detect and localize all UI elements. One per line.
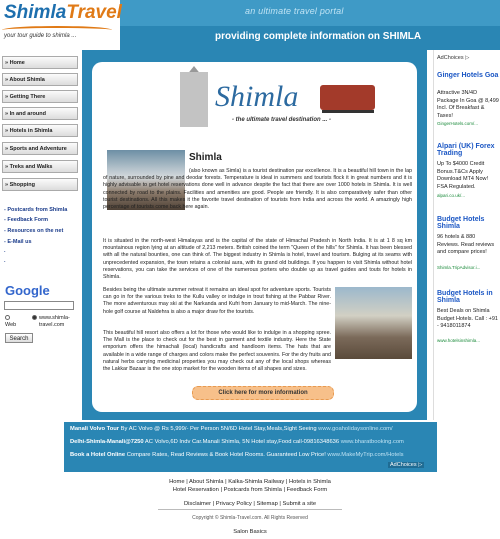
ad-url-budget-shimla[interactable]: Shimla.TripAdvisor.i... [437,265,481,270]
footer-links-1[interactable]: Home | About Shimla | Kalka-Shimla Railway | Hotels in Shimla [169,479,331,485]
header-tagline-main: providing complete information on SHIMLA [215,31,422,42]
bottom-ad-title[interactable]: Delhi-Shimla-Manali@7250 [70,439,144,445]
intro-paragraph: (also known as Simla) is a tourist destination par excellence. It is a beautiful hill town in the lap of nature, surrounded by pine and deodar forests. Temperature is ideal in summers and tourists flock it in great numbers and it is highly advisable to get hotel reservations done well in advance despite the fact that there are over 1000 hotels in Shimla. It is well connected by road to the plains. Facilities and amenities are good. People are friendly. It is also comparatively safer than other tourist destinations. All this makes it the favorite travel destination of tourists from India and across the world. A amazingly high percentage of tourists come back here again. [103,168,412,211]
shopping-paragraph: This beautiful hill resort also offers a lot for those who would like to indulge in a shopping spree. The Mall is the place to check out for the best in garment and textile industry. Here the State emporium offers the himachali (local) handicrafts and handloom items. The hats that are available in a wide range of charges and colors make the perfect souvenirs. For the dry fruits and natural herbs carrying medicinal properties you may check out any of the local shops whereas the Lakkar Bazaar is the one stop market for the wooden items of all shapes and sizes. [103,330,331,373]
geography-paragraph: It is situated in the north-west Himalayas and is the capital of the state of Himachal Pradesh in North India. It is at 1 8 sq km mountainous region lying at an altitude of 2,213 meters. British coined the term "Queen of the hills" for Shimla. It has been blessed with all the natural bounties, one can think of. The biggest industry in Shimla is hotel, travel and tourism. Bulging at its seams with unprecedented expansion, the town retains a colonial aura, with its grand old buildings. If you happen to visit Shimla without hotel reservations, you can take the services of one of the numerous porters who double up as travel guides and touts for hotels in Shimla. [103,238,412,281]
google-logo: Google [5,283,50,298]
link-feedback[interactable]: - Feedback Form [4,217,49,223]
nav-home[interactable]: » Home [2,56,78,69]
ad-url-alpari[interactable]: alpari.co.uk/... [437,193,466,198]
list-dot: . [4,258,6,264]
bottom-ad-title[interactable]: Book a Hotel Online [70,452,126,458]
list-dot: . [4,248,6,254]
google-search-box [2,283,80,345]
nav-sports-adventure[interactable]: » Sports and Adventure [2,142,78,155]
content-heading: Shimla [189,152,222,163]
search-button[interactable]: Search [5,333,33,343]
adventure-paragraph: Besides being the ultimate summer retreat it remains an ideal spot for adventure sports. Tourists can go in for the various treks to the Kullu valley or indulge in trout fishing at the Pabbar River. The more adventurous may ski at the Narkanda and Kufri from January to mid-March. The nine-hole golf course at Naldehra is also a major draw for the tourists. [103,287,331,315]
ad-title-budget-hotels[interactable]: Budget Hotels in Shimla [437,290,493,304]
radio-site[interactable] [32,315,37,320]
radio-web-label: Web [5,322,17,328]
adchoices-label[interactable]: AdChoices ▷ [437,55,470,61]
bottom-ad-body: By AC Volvo @ Rs 5,999/- Per Person 5N/6D Hotel Stay,Meals,Sight Seeing [119,426,317,432]
nav-hotels[interactable]: » Hotels in Shimla [2,124,78,137]
ad-body-budget-shimla: 96 hotels & 880 Reviews. Read reviews and compare prices! [437,234,495,255]
adchoices-bottom-label[interactable]: AdChoices ▷ [390,462,423,468]
bottom-ad-book-hotel[interactable] [70,452,404,458]
copyright: Copyright © Shimla-Travel.com. All Rights Reserved [192,515,308,521]
logo-main: Shimla [4,2,67,23]
footer-divider [158,509,342,510]
nav-treks-walks[interactable]: » Treks and Walks [2,160,78,173]
more-info-button[interactable]: Click here for more information [192,386,334,400]
nav-in-and-around[interactable]: » In and around [2,107,78,120]
church-image [180,72,208,127]
logo-accent: Travel [66,2,122,23]
nav-getting-there[interactable]: » Getting There [2,90,78,103]
nav-about-shimla[interactable]: » About Shimla [2,73,78,86]
bottom-ad-title[interactable]: Manali Volvo Tour [70,426,120,432]
bottom-ad-url[interactable]: www.bharatbooking.com [339,439,404,445]
link-postcards[interactable]: - Postcards from Shimla [4,207,68,213]
ad-body-alpari: Up To $4000 Credit Bonus.T&Cs Apply Download MT4 Now! FSA Regulated. [437,161,489,190]
train-image [320,85,375,110]
ad-url-ginger[interactable]: GingerHotels.com/... [437,121,479,126]
logo-tagline: your tour guide to shimla ... [4,33,77,39]
radio-web[interactable] [5,315,10,320]
footer-links-2[interactable]: Hotel Reservation | Postcards from Shimla | Feedback Form [172,487,328,493]
nav-shopping[interactable]: » Shopping [2,178,78,191]
bottom-ad-url[interactable]: www.goaholidaysonline.com/ [316,426,393,432]
bottom-ad-body: AC Volvo,6D Indv Car.Manali Shimla, 5N Hotel stay,Food call-09816348636 [143,439,340,445]
ad-title-ginger[interactable]: Ginger Hotels Goa [437,72,499,79]
mall-photo [335,287,412,359]
radio-site-label: www.shimla-travel.com [39,315,70,328]
ad-title-alpari[interactable]: Alpari (UK) Forex Trading [437,143,495,157]
train-track-image [322,110,374,113]
link-email[interactable]: - E-Mail us [4,239,32,245]
ad-body-budget-hotels: Best Deals on Shimla Budget Hotels. Call : +91 - 9418011874 [437,308,498,329]
bottom-ad-delhi-shimla[interactable] [70,439,404,445]
search-input[interactable] [4,301,74,310]
footer-links-3[interactable]: Disclaimer | Privacy Policy | Sitemap | Submit a site [183,501,317,507]
header-tagline-top: an ultimate travel portal [245,6,344,16]
bottom-ad-body: Compare Rates, Read Reviews & Book Hotel Rooms. Guaranteed Low Price! [125,452,326,458]
footer-salon-basics[interactable]: Salon Basics [233,529,267,535]
ad-title-budget-shimla[interactable]: Budget Hotels Shimla [437,216,485,230]
banner-subtitle: - the ultimate travel destination ... - [232,117,332,123]
bottom-ad-url[interactable]: www.MakeMyTrip.com/Hotels [325,452,404,458]
site-logo[interactable] [4,2,122,24]
link-resources[interactable]: - Resources on the net [4,228,64,234]
ad-url-budget-hotels[interactable]: www.hotelsinshimla... [437,338,481,343]
banner-title: Shimla [215,80,299,113]
bottom-ad-manali[interactable] [70,426,393,432]
ad-body-ginger: Attractive 3N/4D Package In Goa @ 8,499 Incl. Of Breakfast & Taxes! [437,90,499,119]
